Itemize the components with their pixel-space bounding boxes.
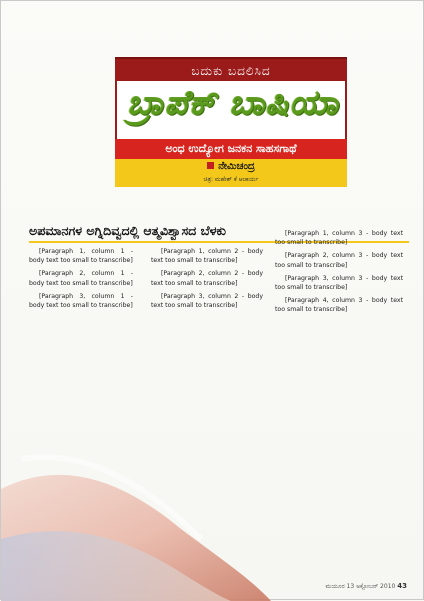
page-footer (326, 582, 408, 591)
paragraph: [Paragraph 3, column 2 - body text too small to transcribe] (151, 292, 263, 310)
page-number: 43 (397, 582, 407, 590)
subtitle-banner: ಅಂಧ ಉದ್ಯೋಗ ಜನಕನ ಸಾಹಸಗಾಥೆ (115, 139, 347, 159)
paragraph: [Paragraph 2, column 2 - body text too small to transcribe] (151, 270, 263, 287)
paragraph: [Paragraph 1, column 1 - body text too small to transcribe] (29, 248, 133, 265)
kicker-banner: ಬದುಕು ಬದಲಿಸಿದ (115, 57, 347, 85)
bullet-square-icon (207, 162, 214, 169)
paragraph: [Paragraph 4, column 3 - body text too small to transcribe] (275, 297, 403, 314)
paragraph: [Paragraph 3, column 3 - body text too small to transcribe] (275, 274, 403, 292)
photo-credit: ಚಿತ್ರ: ಮಹೇಶ್ ಕೆ ಆಚಾರ್ಯ (203, 176, 259, 183)
paragraph: [Paragraph 1, column 2 - body text too small to transcribe] (151, 248, 263, 265)
article-header (115, 57, 347, 187)
article-photo (1, 419, 271, 601)
text-column-2 (151, 247, 263, 314)
headline-box (115, 81, 347, 139)
byline-bar (115, 159, 347, 187)
paragraph: [Paragraph 2, column 1 - body text too small to transcribe] (29, 270, 133, 287)
article-headline: ಬ್ರಾಪೆಕ್ ಬಾಷಿಯಾ (127, 83, 339, 123)
section-heading: ಅಪಮಾನಗಳ ಅಗ್ನಿದಿವ್ವದಲ್ಲಿ ಆತ್ಮವಿಶ್ವಾಸದ ಬೆಳಕು (29, 223, 409, 243)
byline (115, 161, 347, 172)
issue-label: ಮಯೂರ 13 ಅಕ್ಟೋಬರ್ 2010 (325, 583, 396, 590)
paragraph: [Paragraph 1, column 3 - body text too small to transcribe] (275, 230, 403, 247)
author-name: ನೇಮಿಚಂದ್ರ (218, 161, 255, 172)
text-column-1 (29, 247, 133, 314)
paragraph: [Paragraph 2, column 3 - body text too small to transcribe] (275, 252, 403, 269)
paragraph: [Paragraph 3, column 1 - body text too small to transcribe] (29, 292, 133, 310)
text-column-3 (275, 229, 403, 319)
